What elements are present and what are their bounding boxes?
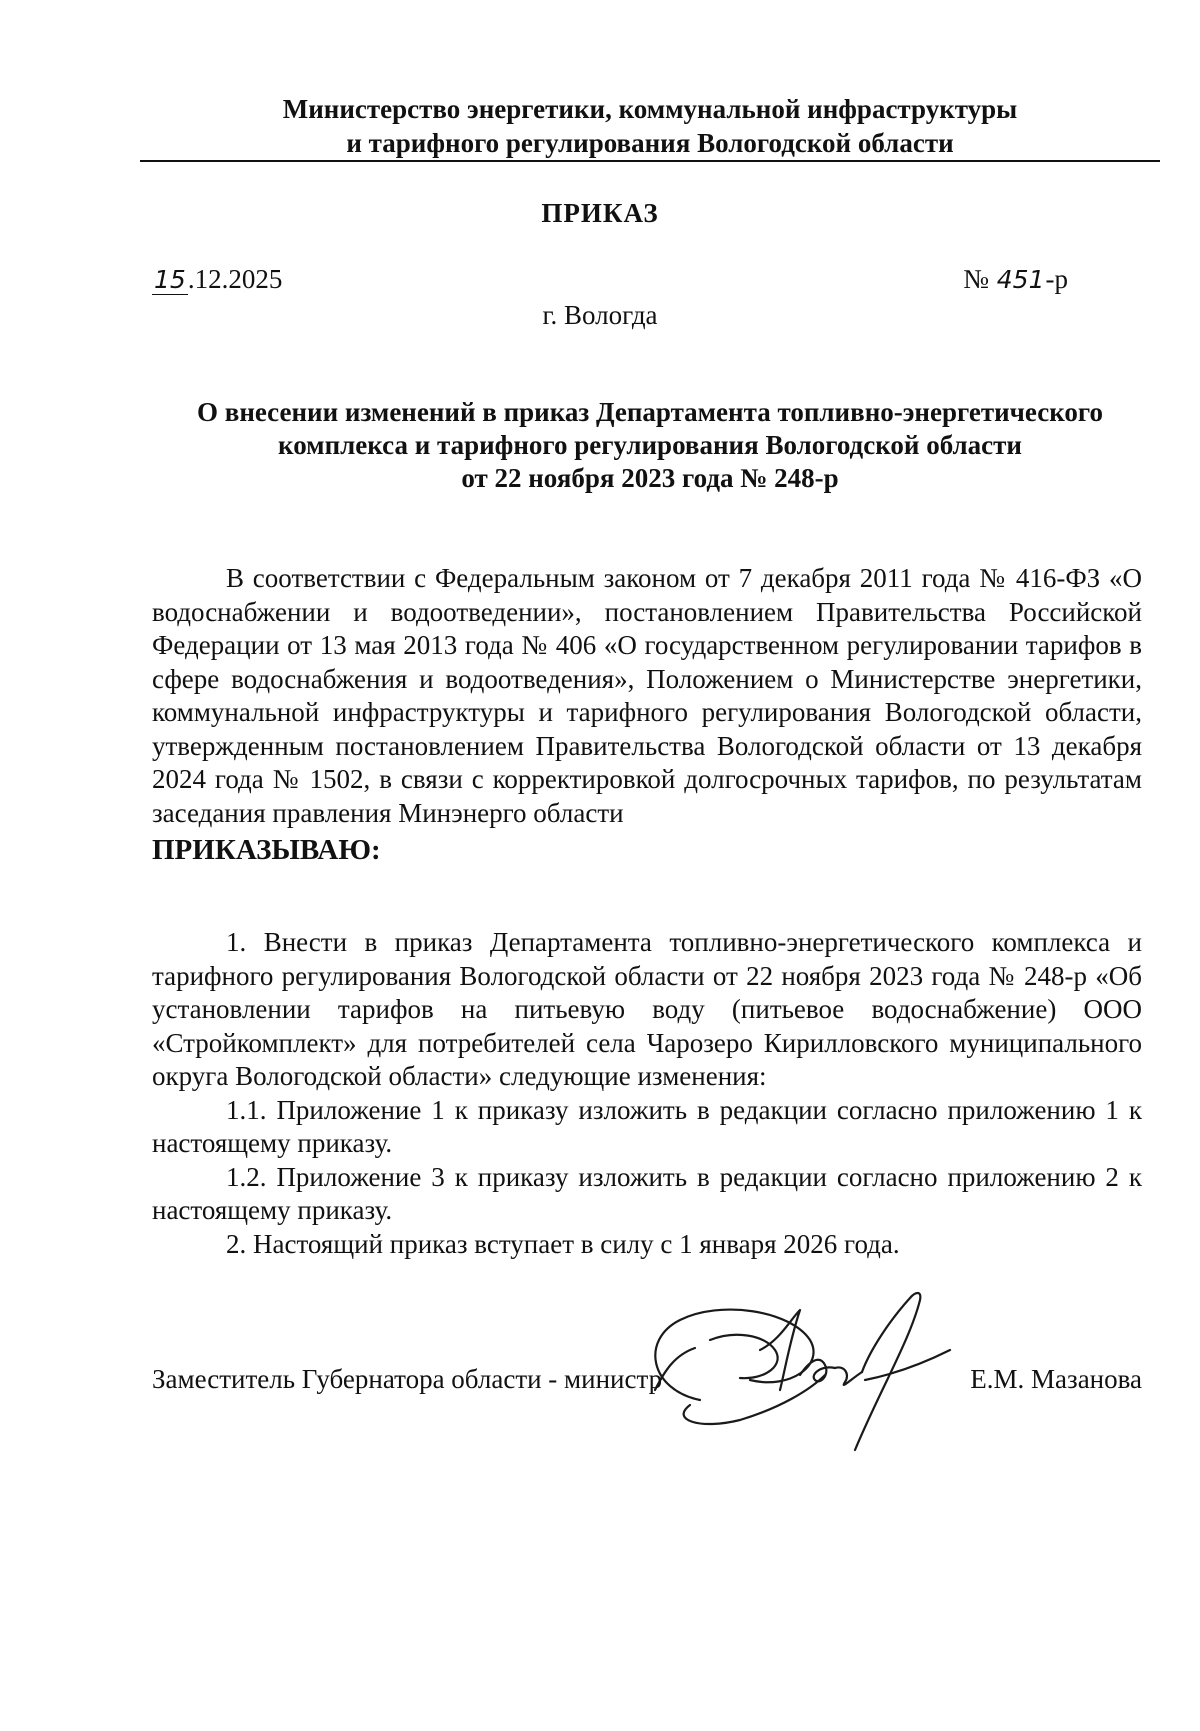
handwritten-signature-icon <box>640 1280 970 1470</box>
number-value-handwritten: 451 <box>996 265 1045 294</box>
order-word: ПРИКАЗЫВАЮ: <box>152 834 381 866</box>
subject-line-2: комплекса и тарифного регулирования Вологодской области <box>278 430 1022 460</box>
order-item-1-2: 1.2. Приложение 3 к приказу изложить в редакции согласно приложению 2 к настоящему приказу. <box>152 1161 1142 1225</box>
document-title: ПРИКАЗ <box>541 198 659 228</box>
date-day-handwritten: 15 <box>154 265 186 294</box>
subject-line-3: от 22 ноября 2023 года № 248-р <box>461 463 839 493</box>
ministry-line-2: и тарифного регулирования Вологодской области <box>346 128 954 158</box>
number-suffix: -р <box>1045 264 1068 294</box>
order-city: г. Вологда <box>542 300 658 330</box>
order-item-1: 1. Внести в приказ Департамента топливно-энергетического комплекса и тарифного регулирования Вологодской области от 22 ноября 2023 года № 248-р «Об установлении тарифов на питьевую воду (питьевое водоснабжение) ООО «Стройкомплект» для потребителей села Чарозеро Кирилловского муниципального округа Вологодской области» следующие изменения: <box>152 927 1142 1091</box>
ministry-line-1: Министерство энергетики, коммунальной инфраструктуры <box>282 94 1018 124</box>
order-subject <box>140 396 1160 495</box>
signer-name: Е.М. Мазанова <box>970 1364 1142 1394</box>
subject-line-1: О внесении изменений в приказ Департамента топливно-энергетического <box>196 397 1103 427</box>
order-body <box>152 562 1142 868</box>
signer-position: Заместитель Губернатора области - министр <box>152 1364 663 1394</box>
number-prefix: № <box>963 264 990 294</box>
header-divider <box>140 160 1160 162</box>
order-number <box>963 264 1068 295</box>
preamble-paragraph: В соответствии с Федеральным законом от 7 декабря 2011 года № 416-ФЗ «О водоснабжении и водоотведении», постановлением Правительства Российской Федерации от 13 мая 2013 года № 406 «О государственном регулировании тарифов в сфере водоснабжения и водоотведения», Положением о Министерстве энергетики, коммунальной инфраструктуры и тарифного регулирования Вологодской области, утвержденным постановлением Правительства Вологодской области от 13 декабря 2024 года № 1502, в связи с корректировкой долгосрочных тарифов, по результатам заседания правления Минэнерго области <box>152 563 1142 828</box>
order-item-1-1: 1.1. Приложение 1 к приказу изложить в редакции согласно приложению 1 к настоящему приказу. <box>152 1094 1142 1158</box>
order-item-2: 2. Настоящий приказ вступает в силу с 1 января 2026 года. <box>226 1228 900 1259</box>
ministry-header <box>140 92 1160 160</box>
date-rest: .12.2025 <box>187 264 283 294</box>
order-items <box>152 926 1142 1261</box>
order-date <box>152 264 282 295</box>
